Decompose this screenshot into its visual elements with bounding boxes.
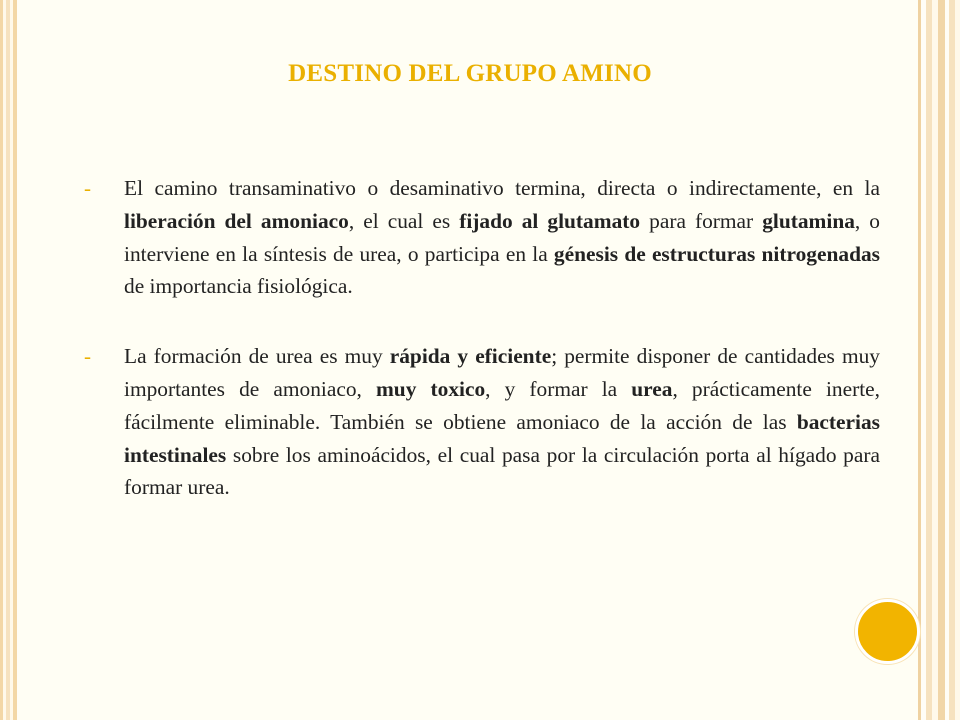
bold-text: génesis de estructuras nitrogenadas bbox=[553, 241, 880, 266]
paragraph bbox=[124, 340, 880, 504]
text-run: , prácticamente inerte, fácilmente eliminable. También se obtiene amoniaco de la acción de las bbox=[124, 376, 880, 434]
paragraph bbox=[124, 172, 880, 303]
bold-text: fijado al glutamato bbox=[459, 208, 641, 233]
text-run: , el cual es bbox=[348, 208, 460, 233]
text-run: ; permite disponer de cantidades muy importantes de amoniaco, bbox=[124, 344, 880, 401]
text-run: La formación de urea es muy bbox=[124, 344, 390, 369]
text-run: , y formar la bbox=[485, 376, 632, 401]
text-run: de importancia fisiológica. bbox=[124, 274, 353, 299]
bullet-item bbox=[84, 172, 880, 303]
bold-text: urea bbox=[631, 376, 673, 401]
bullet-marker: - bbox=[84, 344, 91, 369]
bold-text: liberación del amoniaco bbox=[124, 208, 349, 233]
bold-text: glutamina bbox=[762, 208, 855, 233]
text-run: para formar bbox=[640, 208, 763, 233]
bold-text: muy toxico bbox=[375, 376, 486, 401]
slide-content bbox=[84, 172, 880, 541]
text-run: sobre los aminoácidos, el cual pasa por la circulación porta al hígado para formar urea. bbox=[124, 442, 880, 500]
text-run: , o interviene en la síntesis de urea, o participa en la bbox=[124, 208, 880, 266]
text-run: El camino transaminativo o desaminativo termina, directa o indirectamente, en la bbox=[124, 176, 880, 200]
left-border-decoration bbox=[0, 0, 19, 720]
bullet-item bbox=[84, 340, 880, 504]
decorative-circle bbox=[855, 599, 920, 664]
bullet-marker: - bbox=[84, 176, 91, 200]
right-border-decoration bbox=[918, 0, 960, 720]
slide-title: DESTINO DEL GRUPO AMINO bbox=[288, 60, 652, 87]
bold-text: rápida y eficiente bbox=[389, 344, 552, 369]
bold-text: bacterias intestinales bbox=[124, 409, 880, 467]
